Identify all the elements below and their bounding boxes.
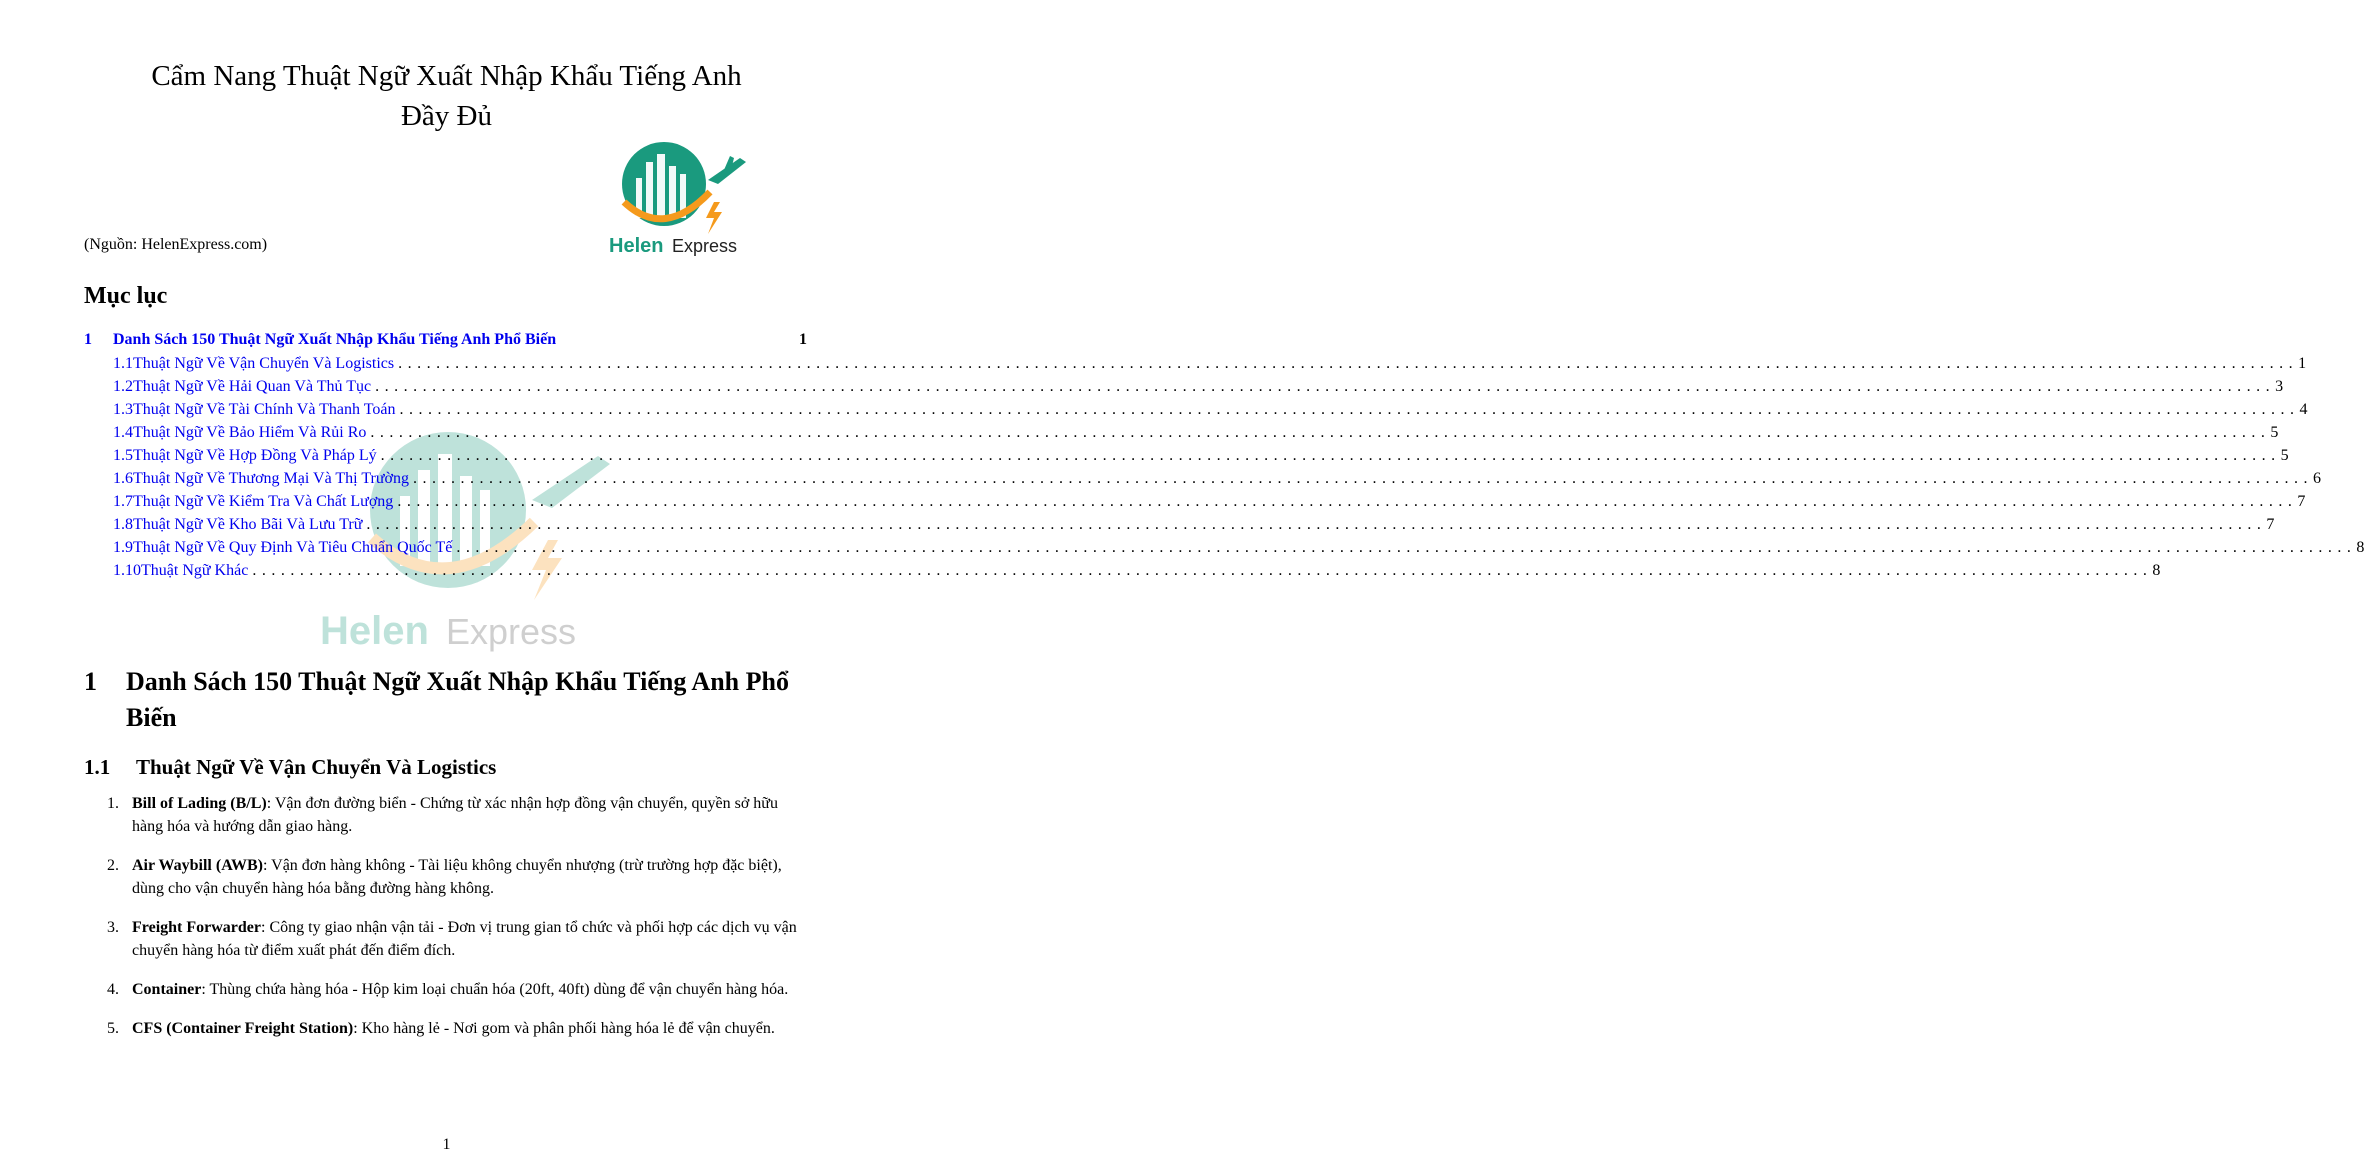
term-name: Bill of Lading (B/L) [132,795,267,812]
toc-entry[interactable] [84,331,807,355]
toc-entry-number[interactable]: 1.6 [113,470,133,487]
toc-entry-page: 1 [2298,355,2307,372]
subsection-title: Thuật Ngữ Về Vận Chuyển Và Logistics [136,755,497,779]
toc-entry-link[interactable]: Thuật Ngữ Về Vận Chuyển Và Logistics [133,355,395,372]
toc-entry-page: 3 [2275,378,2284,395]
toc-entry-number[interactable]: 1.9 [113,539,133,556]
toc-entry-number[interactable]: 1.3 [113,401,133,418]
term-description: : Vận đơn đường biển - Chứng từ xác nhận hợp đồng vận chuyển, quyền sở hữu hàng hóa và hướng dẫn giao hàng. [132,795,778,835]
term-list [107,792,807,1056]
subsection-number: 1.1 [84,755,111,779]
logo-text-express: Express [672,236,738,256]
toc-entry-page: 8 [2356,539,2364,556]
term-description: : Vận đơn hàng không - Tài liệu không chuyển nhượng (trừ trường hợp đặc biệt), dùng cho vận chuyển hàng hóa bằng đường hàng không. [132,857,782,897]
toc-heading: Mục lục [84,283,168,309]
list-item [107,854,807,900]
toc-entry-link[interactable]: Thuật Ngữ Về Kiểm Tra Và Chất Lượng [133,493,394,510]
toc-entry[interactable] [84,493,2306,516]
toc-entry[interactable] [84,470,2321,493]
toc-entry-link[interactable]: Thuật Ngữ Về Thương Mại Và Thị Trường [133,470,409,487]
toc-entry-number[interactable]: 1.2 [113,378,133,395]
toc-dot-leader: ........................................................................................................................................................................................................ [456,539,2357,556]
section-heading [84,664,804,736]
term-number: 1. [107,795,119,812]
toc-entry-link[interactable]: Danh Sách 150 Thuật Ngữ Xuất Nhập Khẩu Tiếng Anh Phổ Biến [113,331,557,348]
document-title-line2: Đầy Đủ [400,100,492,132]
toc-entry-number[interactable]: 1.8 [113,516,133,533]
toc-entry[interactable] [84,516,2275,539]
toc-dot-leader: ........................................................................................................................................................................................................ [252,562,2153,579]
watermark-text-helen: Helen [320,609,429,653]
logo-text-helen: Helen [609,235,664,257]
page-number: 1 [442,1136,451,1153]
toc-entry-link[interactable]: Thuật Ngữ Về Kho Bãi Và Lưu Trữ [133,516,363,533]
toc-entry-page: 6 [2312,470,2321,487]
source-note: (Nguồn: HelenExpress.com) [84,236,268,253]
toc-dot-leader: ........................................................................................................................................................................................................ [399,401,2300,418]
term-name: Freight Forwarder [132,919,261,936]
toc-entry-number[interactable]: 1.5 [113,447,133,464]
term-name: CFS (Container Freight Station) [132,1020,354,1037]
term-body [132,916,807,962]
list-item [107,792,807,838]
toc-dot-leader: ........................................................................................................................................................................................................ [397,493,2298,510]
toc-entry-page: 5 [2280,447,2289,464]
toc-dot-leader: ........................................................................................................................................................................................................ [412,470,2313,487]
toc-entry-number[interactable]: 1 [84,331,92,348]
term-name: Air Waybill (AWB) [132,857,263,874]
term-body [132,854,807,900]
subsection-heading [84,755,496,780]
document-title [70,56,823,136]
toc-entry[interactable] [84,378,2284,401]
document-title-line1: Cẩm Nang Thuật Ngữ Xuất Nhập Khẩu Tiếng Anh [151,60,742,92]
term-description: : Thùng chứa hàng hóa - Hộp kim loại chuẩn hóa (20ft, 40ft) dùng để vận chuyển hàng hóa. [201,981,789,998]
toc-entry-number[interactable]: 1.1 [113,355,133,372]
toc-entry-number[interactable]: 1.4 [113,424,133,441]
list-item [107,1017,807,1040]
toc-entry-page: 8 [2152,562,2161,579]
toc-entry-link[interactable]: Thuật Ngữ Về Tài Chính Và Thanh Toán [133,401,396,418]
toc-dot-leader: ........................................................................................................................................................................................................ [375,378,2276,395]
helen-express-logo-icon [606,140,756,260]
toc-entry-link[interactable]: Thuật Ngữ Về Quy Định Và Tiêu Chuẩn Quốc Tế [133,539,453,556]
toc-entry-link[interactable]: Thuật Ngữ Về Bảo Hiểm Và Rủi Ro [133,424,367,441]
section-number: 1 [84,667,97,696]
term-number: 3. [107,919,119,936]
term-number: 2. [107,857,119,874]
term-number: 5. [107,1020,119,1037]
toc-entry-link[interactable]: Thuật Ngữ Về Hợp Đồng Và Pháp Lý [133,447,377,464]
toc-entry[interactable] [84,447,2289,470]
term-body [132,978,807,1001]
term-number: 4. [107,981,119,998]
list-item [107,978,807,1001]
section-title: Danh Sách 150 Thuật Ngữ Xuất Nhập Khẩu Tiếng Anh Phổ Biến [126,667,789,732]
toc-entry-page: 4 [2299,401,2308,418]
term-body [132,792,807,838]
toc-entry-page: 1 [799,331,807,348]
toc-entry-page: 5 [2270,424,2279,441]
toc-entry-link[interactable]: Thuật Ngữ Về Hải Quan Và Thủ Tục [133,378,372,395]
term-name: Container [132,981,202,998]
toc-entry-page: 7 [2297,493,2306,510]
toc-dot-leader: ........................................................................................................................................................................................................ [370,424,2271,441]
toc-entry[interactable] [84,355,2307,378]
list-item [107,916,807,962]
toc-entry-link[interactable]: Thuật Ngữ Khác [141,562,249,579]
toc-dot-leader: ........................................................................................................................................................................................................ [380,447,2281,464]
helen-express-logo [606,140,756,260]
toc-entry-page: 7 [2266,516,2275,533]
watermark-text-express: Express [446,611,577,652]
toc-dot-leader: ........................................................................................................................................................................................................ [398,355,2299,372]
toc-entry[interactable] [84,539,2364,562]
term-body [132,1017,807,1040]
table-of-contents [84,331,2364,585]
toc-dot-leader: ........................................................................................................................................................................................................ [366,516,2267,533]
toc-entry-number[interactable]: 1.10 [113,562,141,579]
toc-entry-number[interactable]: 1.7 [113,493,133,510]
term-description: : Kho hàng lẻ - Nơi gom và phân phối hàng hóa lẻ để vận chuyển. [353,1020,775,1037]
term-description: : Công ty giao nhận vận tải - Đơn vị trung gian tổ chức và phối hợp các dịch vụ vận chuyển hàng hóa từ điểm xuất phát đến điểm đích. [132,919,797,959]
toc-entry[interactable] [84,401,2308,424]
toc-entry[interactable] [84,562,2161,585]
toc-entry[interactable] [84,424,2279,447]
